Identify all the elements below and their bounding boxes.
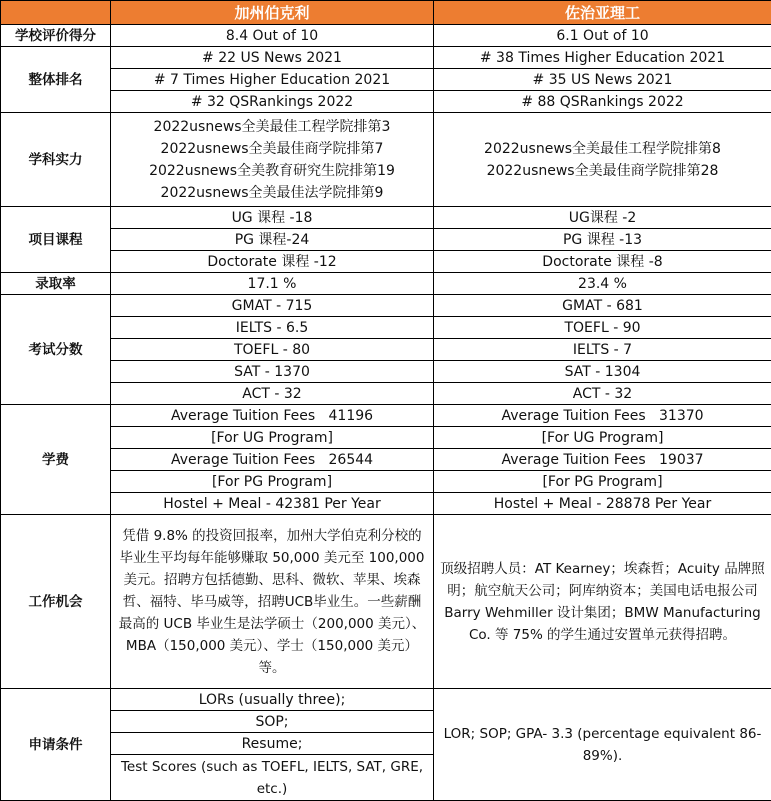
label-scores: 考试分数 bbox=[1, 295, 111, 405]
cell-gatech-ranking: # 88 QSRankings 2022 bbox=[434, 91, 771, 113]
strength-line: 2022usnews全美最佳商学院排第28 bbox=[486, 162, 719, 179]
cell-gatech-ranking: # 38 Times Higher Education 2021 bbox=[434, 47, 771, 69]
label-requirements: 申请条件 bbox=[1, 689, 111, 801]
cell-gatech-score: ACT - 32 bbox=[434, 383, 771, 405]
label-tuition: 学费 bbox=[1, 405, 111, 515]
cell-berkeley-tuition: [For UG Program] bbox=[111, 427, 434, 449]
header-gatech: 佐治亚理工 bbox=[434, 1, 771, 25]
cell-berkeley-rating: 8.4 Out of 10 bbox=[111, 25, 434, 47]
cell-berkeley-score: SAT - 1370 bbox=[111, 361, 434, 383]
cell-berkeley-score: ACT - 32 bbox=[111, 383, 434, 405]
cell-gatech-programs: UG课程 -2 bbox=[434, 207, 771, 229]
header-empty-cell bbox=[1, 1, 111, 25]
cell-berkeley-score: IELTS - 6.5 bbox=[111, 317, 434, 339]
header-berkeley: 加州伯克利 bbox=[111, 1, 434, 25]
cell-gatech-score: TOEFL - 90 bbox=[434, 317, 771, 339]
cell-gatech-score: GMAT - 681 bbox=[434, 295, 771, 317]
cell-gatech-score: IELTS - 7 bbox=[434, 339, 771, 361]
cell-gatech-tuition: [For PG Program] bbox=[434, 471, 771, 493]
cell-gatech-tuition: [For UG Program] bbox=[434, 427, 771, 449]
cell-gatech-score: SAT - 1304 bbox=[434, 361, 771, 383]
strength-line: 2022usnews全美最佳工程学院排第3 bbox=[153, 118, 391, 135]
cell-gatech-admission: 23.4 % bbox=[434, 273, 771, 295]
strength-line: 2022usnews全美最佳商学院排第7 bbox=[160, 140, 384, 157]
label-admission: 录取率 bbox=[1, 273, 111, 295]
cell-berkeley-jobs: 凭借 9.8% 的投资回报率，加州大学伯克利分校的毕业生平均每年能够赚取 50,000 美元至 100,000 美元。招聘方包括德勤、思科、微软、苹果、埃森哲、福特、毕马威等，招聘UCB毕业生。一些薪酬最高的 UCB 毕业生是法学硕士（200,000 美元）、MBA（150,000 美元）、学士（150,000 美元）等。 bbox=[111, 515, 434, 689]
cell-gatech-strength bbox=[434, 113, 771, 207]
cell-berkeley-admission: 17.1 % bbox=[111, 273, 434, 295]
cell-berkeley-score: TOEFL - 80 bbox=[111, 339, 434, 361]
label-rating: 学校评价得分 bbox=[1, 25, 111, 47]
cell-gatech-requirements: LOR; SOP; GPA- 3.3 (percentage equivalent 86-89%). bbox=[434, 689, 771, 801]
cell-gatech-tuition: Hostel + Meal - 28878 Per Year bbox=[434, 493, 771, 515]
cell-berkeley-requirement: SOP; bbox=[111, 711, 434, 733]
cell-berkeley-tuition: Average Tuition Fees 41196 bbox=[111, 405, 434, 427]
cell-berkeley-programs: UG 课程 -18 bbox=[111, 207, 434, 229]
strength-line: 2022usnews全美教育研究生院排第19 bbox=[149, 162, 395, 179]
cell-gatech-programs: PG 课程 -13 bbox=[434, 229, 771, 251]
cell-gatech-programs: Doctorate 课程 -8 bbox=[434, 251, 771, 273]
cell-gatech-jobs: 顶级招聘人员：AT Kearney；埃森哲；Acuity 品牌照明；航空航天公司；阿库纳资本；美国电话电报公司 Barry Wehmiller 设计集团；BMW Manufacturing Co. 等 75% 的学生通过安置单元获得招聘。 bbox=[434, 515, 771, 689]
cell-berkeley-score: GMAT - 715 bbox=[111, 295, 434, 317]
label-strength: 学科实力 bbox=[1, 113, 111, 207]
cell-berkeley-tuition: [For PG Program] bbox=[111, 471, 434, 493]
cell-berkeley-programs: Doctorate 课程 -12 bbox=[111, 251, 434, 273]
cell-berkeley-ranking: # 7 Times Higher Education 2021 bbox=[111, 69, 434, 91]
cell-gatech-rating: 6.1 Out of 10 bbox=[434, 25, 771, 47]
cell-berkeley-requirement: LORs (usually three); bbox=[111, 689, 434, 711]
cell-berkeley-ranking: # 22 US News 2021 bbox=[111, 47, 434, 69]
cell-berkeley-ranking: # 32 QSRankings 2022 bbox=[111, 91, 434, 113]
cell-gatech-tuition: Average Tuition Fees 19037 bbox=[434, 449, 771, 471]
cell-berkeley-tuition: Average Tuition Fees 26544 bbox=[111, 449, 434, 471]
label-ranking: 整体排名 bbox=[1, 47, 111, 113]
label-jobs: 工作机会 bbox=[1, 515, 111, 689]
cell-berkeley-strength bbox=[111, 113, 434, 207]
strength-line: 2022usnews全美最佳工程学院排第8 bbox=[484, 140, 721, 157]
cell-berkeley-programs: PG 课程-24 bbox=[111, 229, 434, 251]
cell-berkeley-requirement: Test Scores (such as TOEFL, IELTS, SAT, GRE, etc.) bbox=[111, 755, 434, 801]
cell-berkeley-tuition: Hostel + Meal - 42381 Per Year bbox=[111, 493, 434, 515]
cell-gatech-ranking: # 35 US News 2021 bbox=[434, 69, 771, 91]
cell-berkeley-requirement: Resume; bbox=[111, 733, 434, 755]
label-programs: 项目课程 bbox=[1, 207, 111, 273]
strength-line: 2022usnews全美最佳法学院排第9 bbox=[160, 184, 384, 201]
cell-gatech-tuition: Average Tuition Fees 31370 bbox=[434, 405, 771, 427]
